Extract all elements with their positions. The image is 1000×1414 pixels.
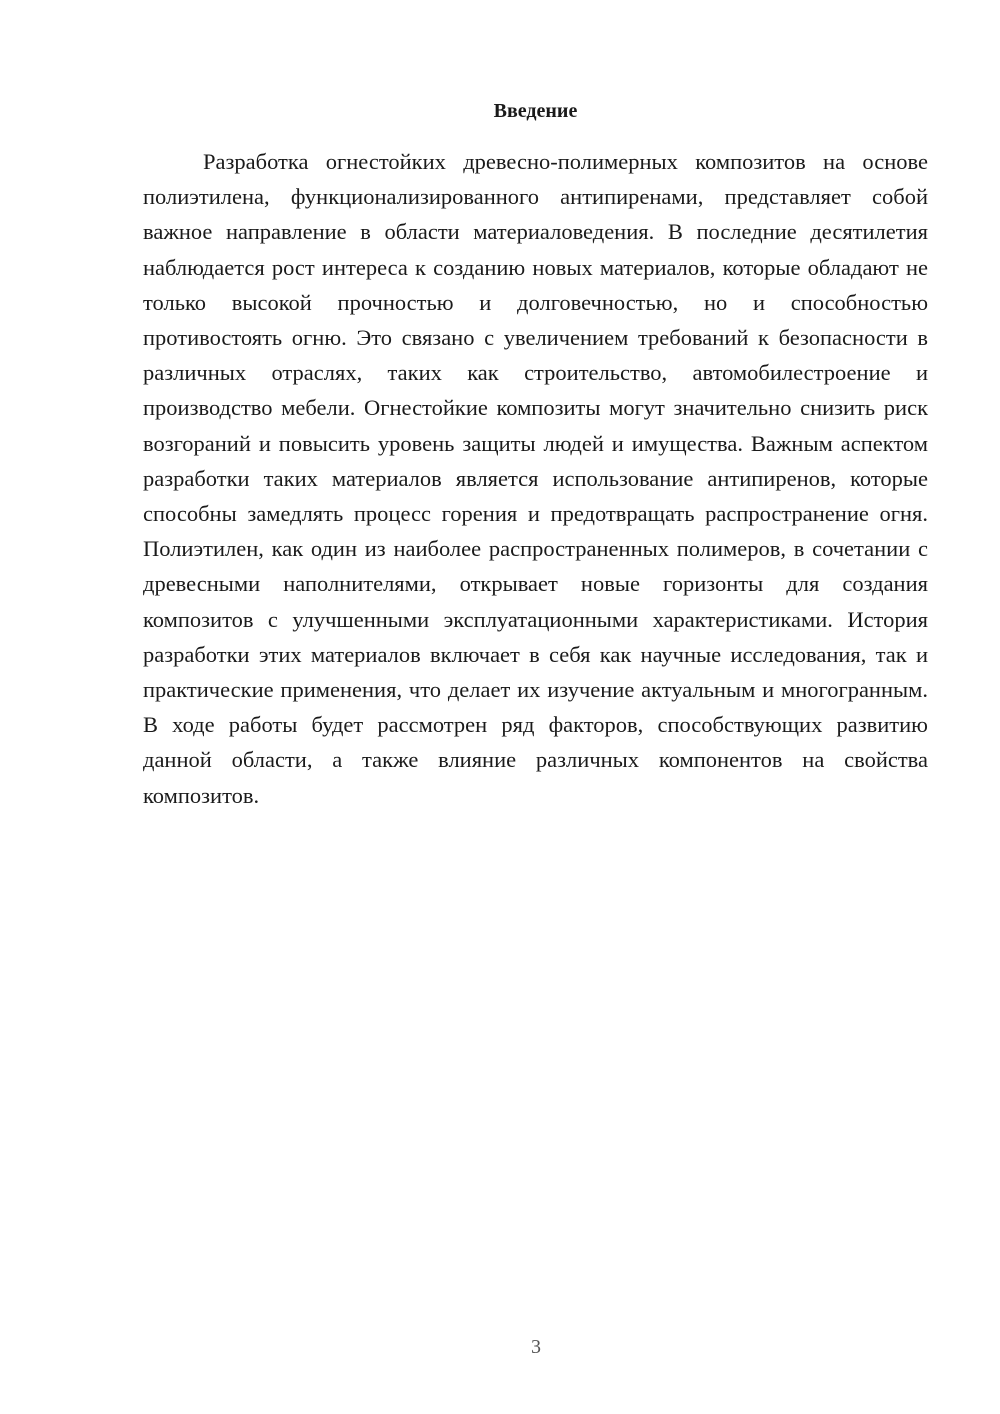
section-heading: Введение [493, 100, 578, 122]
body-paragraph: Разработка огнестойких древесно-полимерных композитов на основе полиэтилена, функционализированного антипиренами, представляет собой важное направление в области материаловедения. В последние десятилетия наблюдается рост интереса к созданию новых материалов, которые обладают не только высокой прочностью и долговечностью, но и способностью противостоять огню. Это связано с увеличением требований к безопасности в различных отраслях, таких как строительство, автомобилестроение и производство мебели. Огнестойкие композиты могут значительно снизить риск возгораний и повысить уровень защиты людей и имущества. Важным аспектом разработки таких материалов является использование антипиренов, которые способны замедлять процесс горения и предотвращать распространение огня. Полиэтилен, как один из наиболее распространенных полимеров, в сочетании с древесными наполнителями, открывает новые горизонты для создания композитов с улучшенными эксплуатационными характеристиками. История разработки этих материалов включает в себя как научные исследования, так и практические применения, что делает их изучение актуальным и многогранным. В ходе работы будет рассмотрен ряд факторов, способствующих развитию данной области, а также влияние различных компонентов на свойства композитов. [143, 149, 928, 808]
page-number: 3 [531, 1336, 541, 1358]
